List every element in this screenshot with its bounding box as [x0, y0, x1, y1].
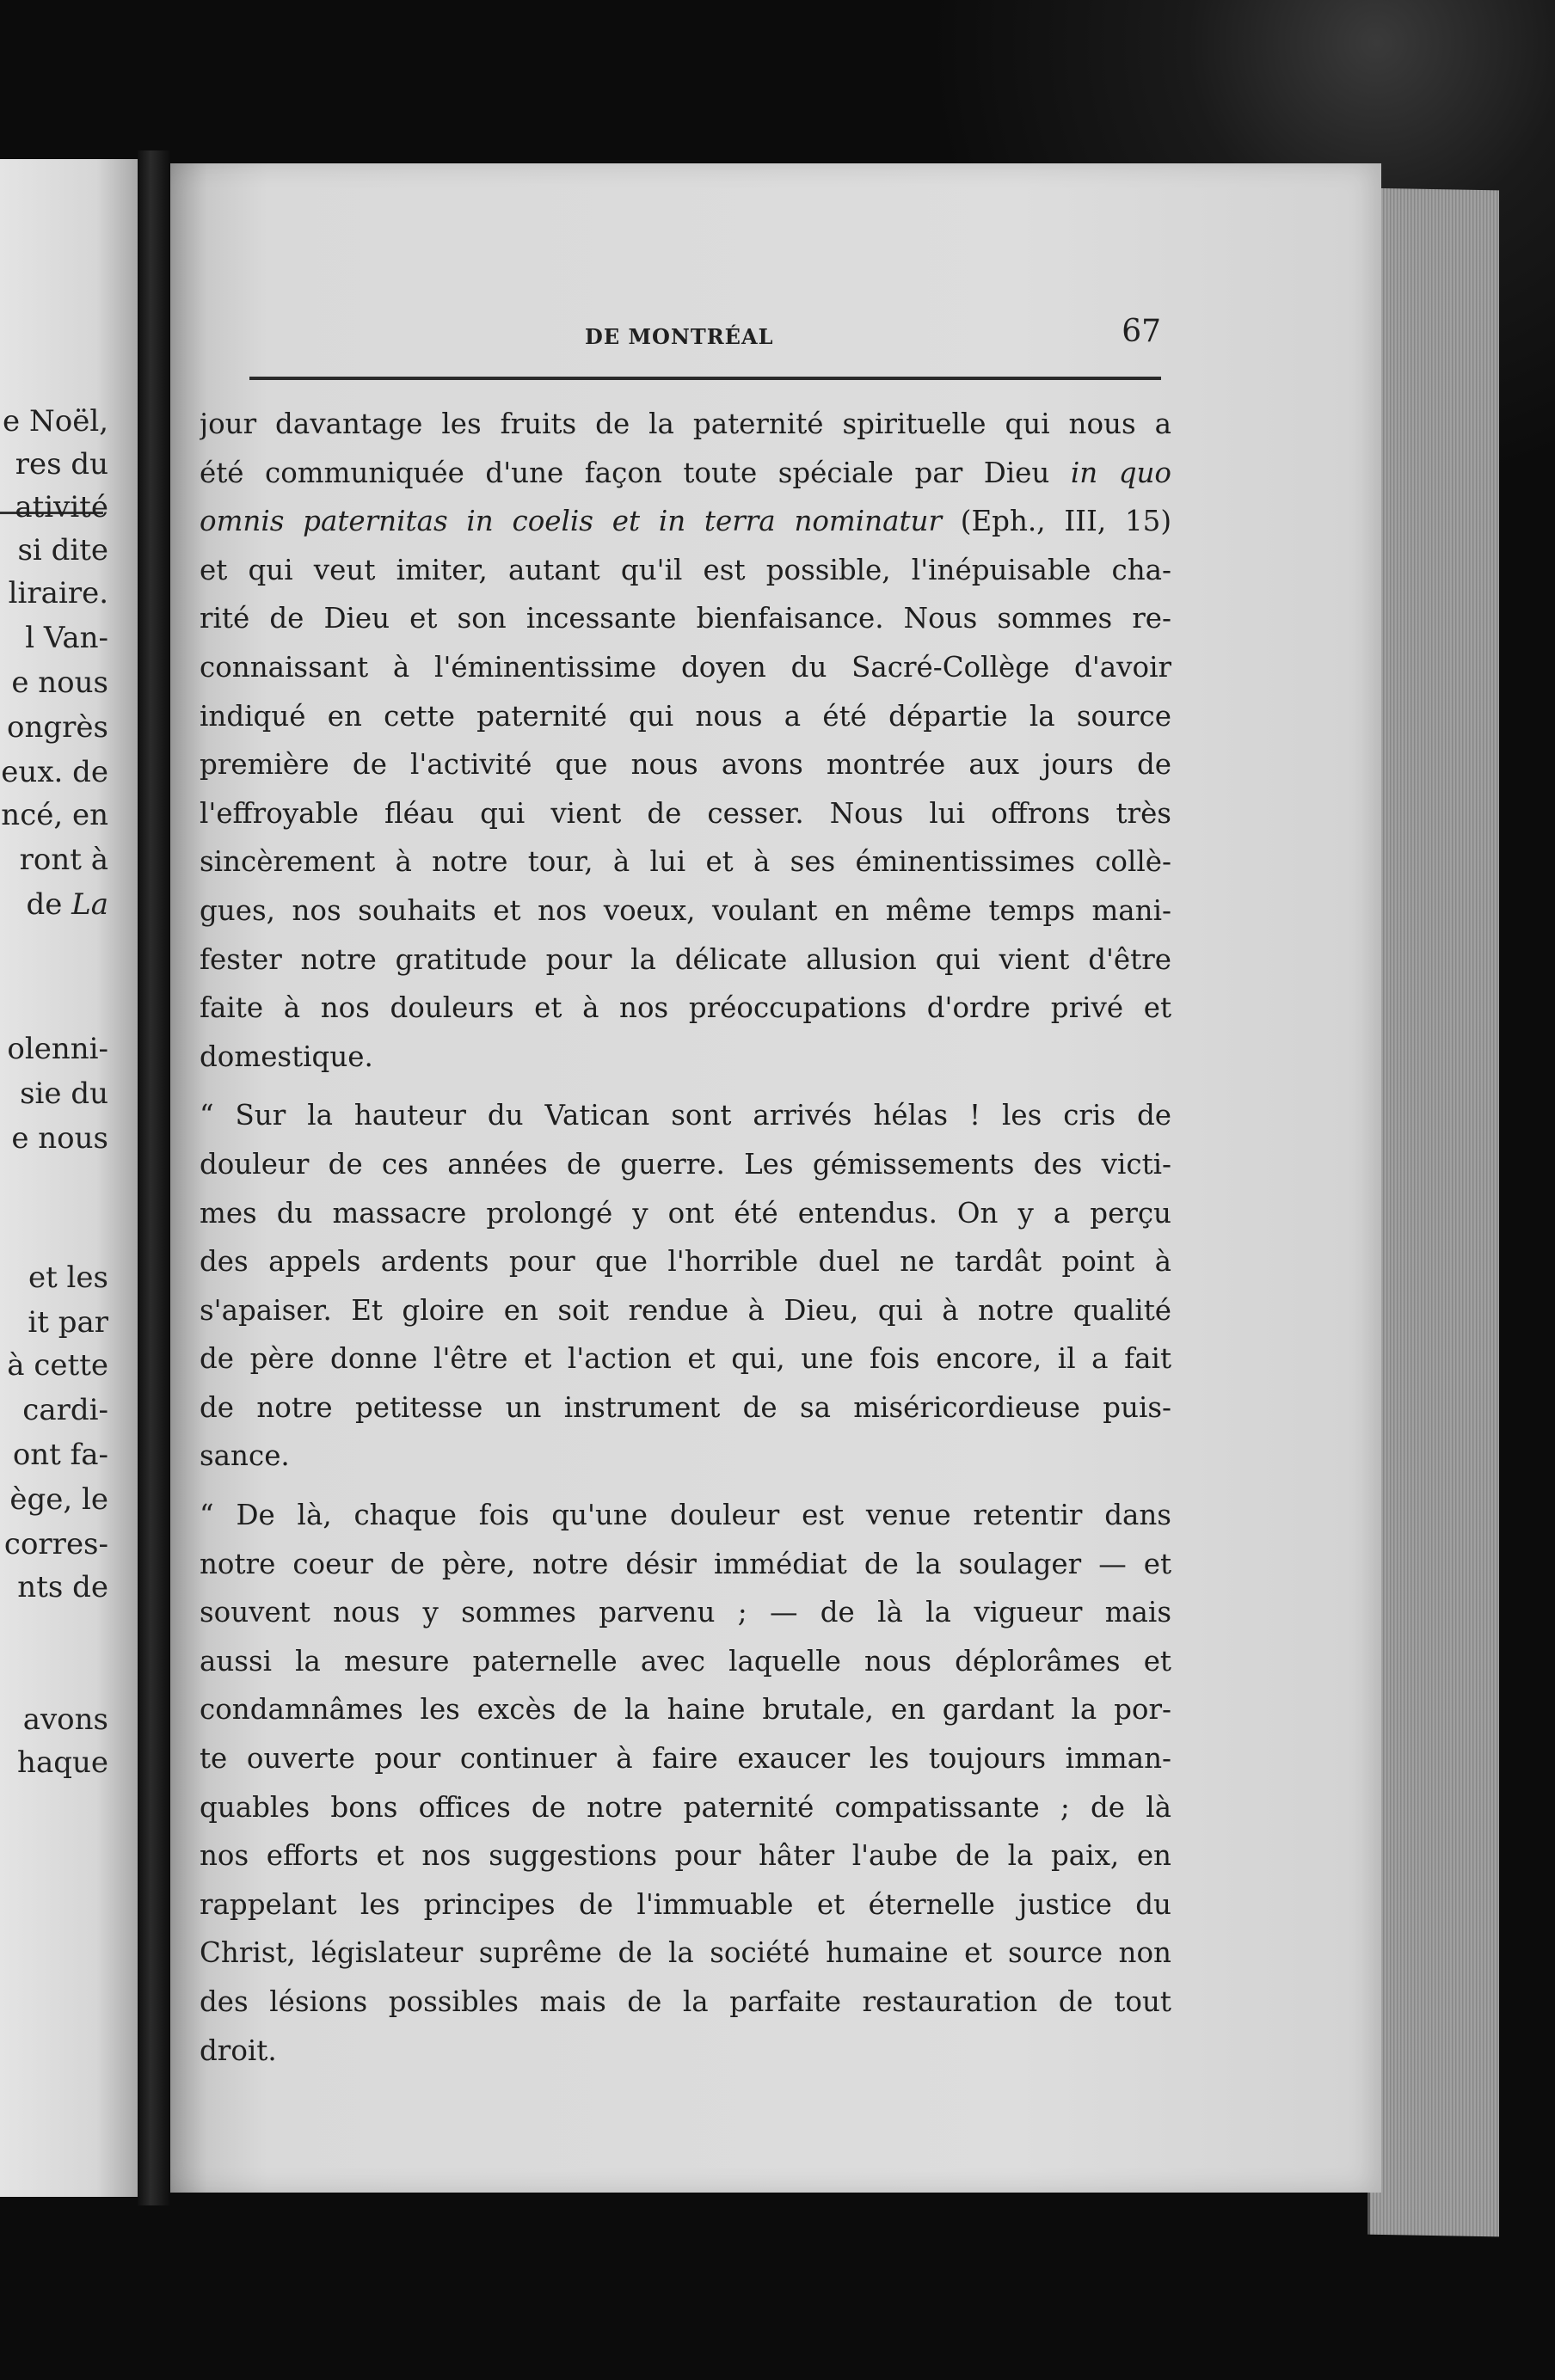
- text-line: souvent nous y sommes parvenu ; — de là la vigueur mais: [200, 1596, 1171, 1629]
- page-header: [232, 314, 1170, 357]
- paragraph-2: [200, 1091, 1171, 1481]
- left-page-line: l Van-: [25, 621, 108, 655]
- left-page-line: ront à: [19, 843, 108, 877]
- left-page-line: corres-: [3, 1527, 108, 1561]
- left-page-line: ège, le: [9, 1482, 108, 1517]
- running-head: DE MONTRÉAL: [585, 324, 774, 349]
- text-line: et qui veut imiter, autant qu'il est possible, l'inépuisable cha-: [200, 553, 1171, 586]
- left-page-line: si dite: [17, 533, 108, 567]
- text-line: “ Sur la hauteur du Vatican sont arrivés hélas ! les cris de: [200, 1099, 1171, 1132]
- text-line: sance.: [200, 1439, 290, 1473]
- left-page-line: haque: [17, 1745, 108, 1780]
- left-page-line: liraire.: [8, 576, 108, 610]
- text-line: indiqué en cette paternité qui nous a été départie la source: [200, 699, 1171, 733]
- left-page-line: à cette: [7, 1348, 108, 1383]
- text-line: connaissant à l'éminentissime doyen du Sacré-Collège d'avoir: [200, 650, 1171, 684]
- text-line: sincèrement à notre tour, à lui et à ses éminentissimes collè-: [200, 845, 1171, 879]
- text-line: des appels ardents pour que l'horrible duel ne tardât point à: [200, 1245, 1171, 1279]
- text-line: jour davantage les fruits de la paternité spirituelle qui nous a: [200, 408, 1171, 440]
- text-line: de père donne l'être et l'action et qui, une fois encore, il a fait: [200, 1342, 1171, 1376]
- left-page-line: ativité: [15, 490, 108, 524]
- left-page-line: nts de: [17, 1570, 108, 1604]
- text-line: douleur de ces années de guerre. Les gémissements des victi-: [200, 1147, 1171, 1181]
- left-page-line: ongrès: [7, 710, 108, 745]
- left-page-line: de La: [26, 887, 108, 922]
- text-line: gues, nos souhaits et nos voeux, voulant en même temps mani-: [200, 893, 1171, 927]
- body-text: [200, 400, 1171, 2075]
- left-page-line: ncé, en: [1, 798, 108, 832]
- text-line: notre coeur de père, notre désir immédiat de la soulager — et: [200, 1547, 1171, 1580]
- text-line: fester notre gratitude pour la délicate allusion qui vient d'être: [200, 942, 1171, 976]
- left-page-line: res du: [15, 447, 108, 482]
- left-page-line: e nous: [11, 666, 108, 700]
- left-page-line: et les: [28, 1261, 108, 1295]
- text-line: faite à nos douleurs et à nos préoccupations d'ordre privé et: [200, 991, 1171, 1025]
- text-line: quables bons offices de notre paternité compatissante ; de là: [200, 1790, 1171, 1824]
- text-line: nos efforts et nos suggestions pour hâter l'aube de la paix, en: [200, 1839, 1171, 1873]
- book-gutter: [138, 150, 170, 2205]
- text-line: s'apaiser. Et gloire en soit rendue à Dieu, qui à notre qualité: [200, 1293, 1171, 1327]
- paragraph-1: [200, 400, 1171, 1081]
- text-line: omnis paternitas in coelis et in terra nominatur (Eph., III, 15): [200, 505, 1171, 538]
- left-page-line: cardi-: [22, 1393, 108, 1427]
- text-line: “ De là, chaque fois qu'une douleur est venue retentir dans: [200, 1499, 1171, 1532]
- text-line: Christ, législateur suprême de la société humaine et source non: [200, 1936, 1171, 1970]
- text-line: de notre petitesse un instrument de sa miséricordieuse puis-: [200, 1390, 1171, 1424]
- text-line: l'effroyable fléau qui vient de cesser. Nous lui offrons très: [200, 796, 1171, 830]
- page-edges: [1368, 188, 1499, 2237]
- text-line: des lésions possibles mais de la parfaite restauration de tout: [200, 1985, 1171, 2018]
- left-facing-page: [0, 159, 138, 2197]
- left-page-line: eux. de: [1, 755, 108, 789]
- left-page-line: avons: [22, 1702, 108, 1737]
- header-rule: [249, 377, 1161, 380]
- text-line: mes du massacre prolongé y ont été entendus. On y a perçu: [200, 1196, 1171, 1230]
- text-line: rité de Dieu et son incessante bienfaisance. Nous sommes re-: [200, 602, 1171, 635]
- left-page-line: it par: [28, 1305, 108, 1340]
- left-page-line: ont fa-: [12, 1438, 108, 1472]
- left-page-line: sie du: [20, 1077, 108, 1111]
- left-page-line: e Noël,: [3, 404, 108, 439]
- text-line: domestique.: [200, 1040, 373, 1073]
- left-page-line: olenni-: [7, 1032, 108, 1066]
- text-line: te ouverte pour continuer à faire exaucer les toujours imman-: [200, 1742, 1171, 1776]
- text-line: aussi la mesure paternelle avec laquelle nous déplorâmes et: [200, 1644, 1171, 1678]
- text-line: été communiquée d'une façon toute spéciale par Dieu in quo: [200, 456, 1171, 489]
- text-line: droit.: [200, 2033, 277, 2067]
- paragraph-3: [200, 1491, 1171, 2075]
- left-page-line: e nous: [11, 1121, 108, 1156]
- page-number: 67: [1122, 314, 1161, 349]
- text-line: rappelant les principes de l'immuable et éternelle justice du: [200, 1887, 1171, 1921]
- text-line: première de l'activité que nous avons montrée aux jours de: [200, 748, 1171, 782]
- text-line: condamnâmes les excès de la haine brutale, en gardant la por-: [200, 1693, 1171, 1727]
